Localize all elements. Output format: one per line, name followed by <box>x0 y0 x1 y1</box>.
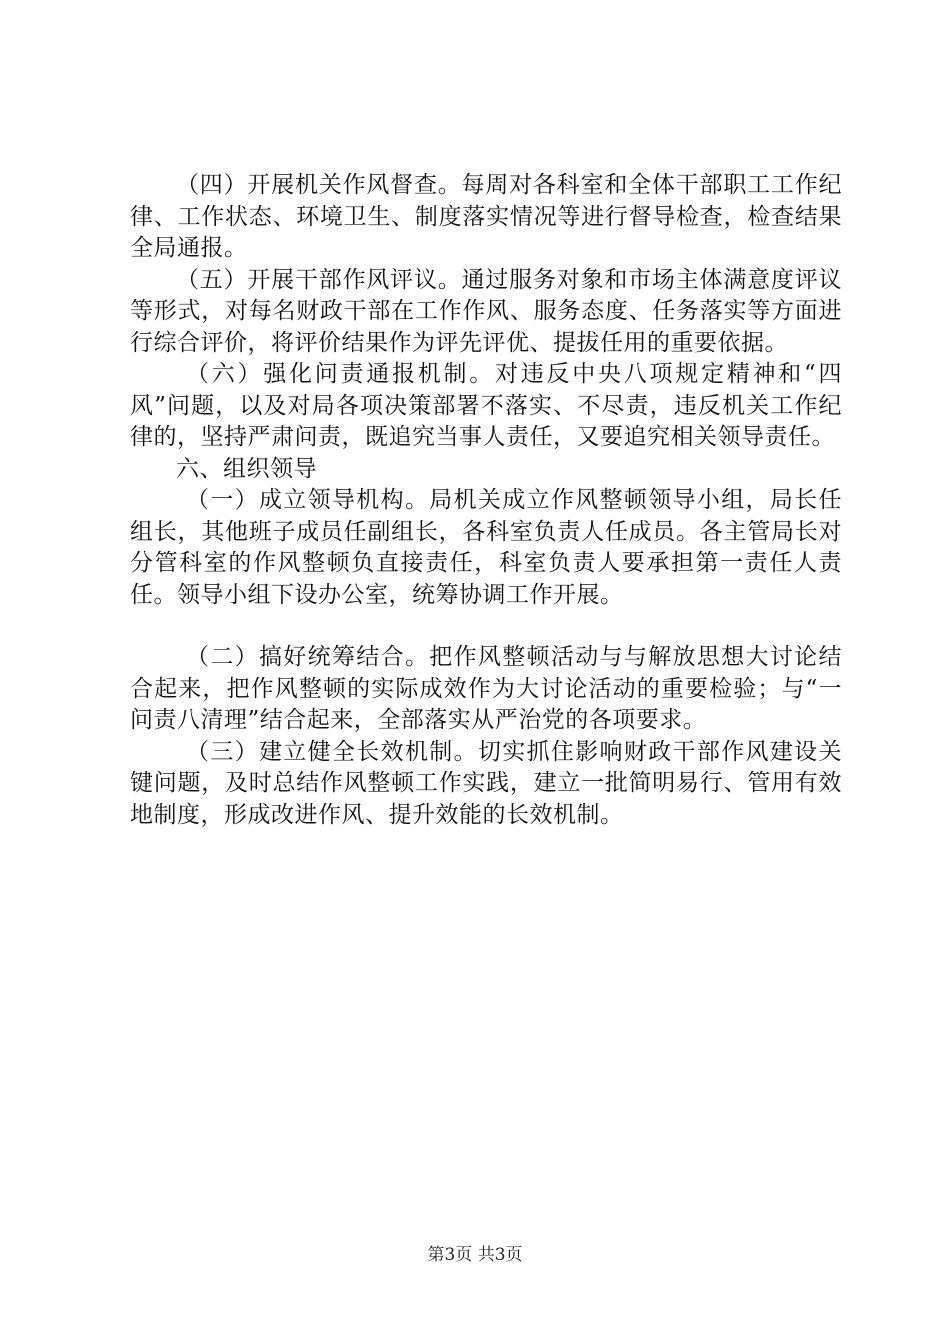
paragraph-supervision: （四）开展机关作风督查。每周对各科室和全体干部职工工作纪律、工作状态、环境卫生、制度落实情况等进行督导检查，检查结果全局通报。 <box>130 172 842 261</box>
paragraph-long-term-mechanism: （三）建立健全长效机制。切实抓住影响财政干部作风建设关键问题，及时总结作风整顿工作实践，建立一批简明易行、管用有效地制度，形成改进作风、提升效能的长效机制。 <box>130 738 842 828</box>
section-heading-leadership: 六、组织领导 <box>176 455 317 482</box>
paragraph-spacer <box>130 611 842 642</box>
page-footer: 第3页 共3页 <box>427 1245 523 1265</box>
paragraph-evaluation: （五）开展干部作风评议。通过服务对象和市场主体满意度评议等形式，对每名财政干部在工作作风、服务态度、任务落实等方面进行综合评价，将评价结果作为评先评优、提拔任用的重要依据。 <box>130 266 842 356</box>
paragraph-coordination: （二）搞好统筹结合。把作风整顿活动与与解放思想大讨论结合起来，把作风整顿的实际成效作为大讨论活动的重要检验；与“一问责八清理”结合起来，全部落实从严治党的各项要求。 <box>130 644 842 733</box>
paragraph-leadership-body: （一）成立领导机构。局机关成立作风整顿领导小组，局长任组长，其他班子成员任副组长，各科室负责人任成员。各主管局长对分管科室的作风整顿负直接责任，科室负责人要承担第一责任人责任。领导小组下设办公室，统筹协调工作开展。 <box>130 487 842 608</box>
paragraph-accountability: （六）强化问责通报机制。对违反中央八项规定精神和“四风”问题，以及对局各项决策部署不落实、不尽责，违反机关工作纪律的，坚持严肃问责，既追究当事人责任，又要追究相关领导责任。 <box>130 361 842 450</box>
document-body <box>130 170 842 831</box>
